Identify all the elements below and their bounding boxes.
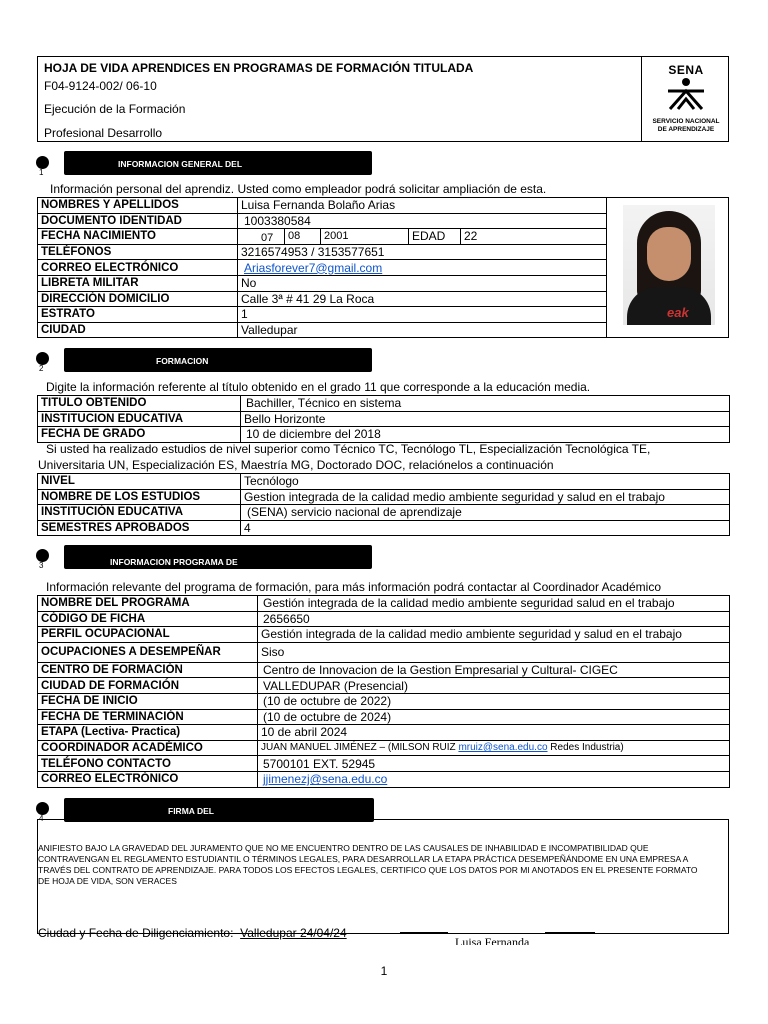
contact-email-label: CORREO ELECTRÓNICO [38, 771, 258, 787]
occupations-value: Siso [258, 642, 730, 662]
table-row [38, 291, 607, 307]
profile-value: Gestión integrada de la calidad medio ambiente seguridad y salud en el trabajo [258, 627, 730, 643]
birth-month: 08 [284, 229, 300, 244]
higher-education-table [37, 473, 730, 536]
table-row [38, 642, 730, 662]
contact-phone-label: TELÉFONO CONTACTO [38, 756, 258, 772]
stage-label: ETAPA (Lectiva- Practica) [38, 725, 258, 741]
table-row [38, 307, 607, 323]
section-3-title: INFORMACION PROGRAMA DE [110, 557, 238, 567]
name-value: Luisa Fernanda Bolaño Arias [238, 198, 607, 214]
section-2-number: 2 [39, 364, 44, 373]
title-obtained-label: TITULO OBTENIDO [38, 396, 241, 412]
institution-value: (SENA) servicio nacional de aprendizaje [241, 505, 730, 521]
semesters-value: 4 [241, 520, 730, 536]
document-value: 1003380584 [238, 213, 607, 229]
start-date-value: (10 de octubre de 2022) [258, 693, 730, 709]
training-center-value: Centro de Innovacion de la Gestion Empresarial y Cultural- CIGEC [258, 662, 730, 678]
school-value: Bello Horizonte [241, 411, 730, 427]
table-row [38, 725, 730, 741]
section-3-number: 3 [39, 561, 44, 570]
end-date-label: FECHA DE TERMINACIÓN [38, 709, 258, 725]
form-code: F04-9124-002/ 06-10 [44, 79, 157, 93]
logo-name: SENA [668, 63, 704, 77]
graduation-value: 10 de diciembre del 2018 [241, 427, 730, 443]
photo-face [647, 227, 691, 281]
address-value: Calle 3ª # 41 29 La Roca [238, 291, 607, 307]
table-row [38, 244, 607, 260]
table-row [38, 474, 730, 490]
section-1-number: 1 [39, 168, 44, 177]
table-row [38, 771, 730, 787]
institution-label: INSTITUCIÓN EDUCATIVA [38, 505, 241, 521]
coordinator-cell [258, 740, 730, 756]
table-row [38, 520, 730, 536]
stratum-value: 1 [238, 307, 607, 323]
table-row [38, 627, 730, 643]
program-table [37, 595, 730, 788]
address-label: DIRECCIÓN DOMICILIO [38, 291, 238, 307]
name-label: NOMBRES Y APELLIDOS [38, 198, 238, 214]
military-label: LIBRETA MILITAR [38, 275, 238, 291]
table-row [38, 693, 730, 709]
photo-frame [623, 205, 715, 325]
level-label: NIVEL [38, 474, 241, 490]
birthdate-label: FECHA NACIMIENTO [38, 229, 238, 245]
city-date-value: Valledupar 24/04/24 [240, 926, 347, 940]
studies-value: Gestion integrada de la calidad medio ambiente seguridad y salud en el trabajo [241, 489, 730, 505]
section-1-title: INFORMACION GENERAL DEL [118, 159, 243, 169]
profile-label: PERFIL OCUPACIONAL [38, 627, 258, 643]
section-2-marker [36, 352, 49, 373]
header-line-execution: Ejecución de la Formación [44, 102, 186, 116]
military-value: No [238, 275, 607, 291]
table-row [38, 505, 730, 521]
header-line-professional: Profesional Desarrollo [44, 126, 163, 140]
table-row [38, 198, 607, 214]
semesters-label: SEMESTRES APROBADOS [38, 520, 241, 536]
section-2-intro: Digite la información referente al título obtenido en el grado 11 que corresponde a la educación media. [46, 380, 591, 394]
section-3-marker [36, 549, 49, 570]
training-city-label: CIUDAD DE FORMACIÓN [38, 678, 258, 694]
photo-shirt [627, 287, 711, 325]
city-label: CIUDAD [38, 322, 238, 338]
coordinator-tail: Redes Industria) [547, 742, 624, 754]
table-row [38, 596, 730, 612]
signature-line-right [545, 932, 595, 933]
training-center-label: CENTRO DE FORMACIÓN [38, 662, 258, 678]
contact-phone-value: 5700101 EXT. 52945 [258, 756, 730, 772]
section-2-bar [64, 348, 372, 372]
table-row [38, 396, 730, 412]
sena-emblem-icon [666, 77, 706, 111]
section-2-intro-higher-1: Si usted ha realizado estudios de nivel superior como Técnico TC, Tecnólogo TL, Especialización Tecnológica TE, [46, 442, 651, 456]
birth-year: 2001 [320, 229, 348, 244]
header-divider [641, 57, 642, 141]
table-row [38, 489, 730, 505]
birth-day: 07 [261, 232, 274, 245]
table-row [38, 322, 607, 338]
table-row [38, 740, 730, 756]
signature-name: Luisa Fernanda [455, 935, 530, 945]
birthdate-cell [238, 229, 607, 245]
phones-label: TELÉFONOS [38, 244, 238, 260]
ficha-code-label: CÓDIGO DE FICHA [38, 611, 258, 627]
logo-subtitle-2: DE APRENDIZAJE [657, 126, 715, 133]
table-row [38, 229, 607, 245]
start-date-label: FECHA DE INICIO [38, 693, 258, 709]
sena-logo [644, 63, 728, 139]
city-value: Valledupar [238, 322, 607, 338]
stratum-label: ESTRATO [38, 307, 238, 323]
stage-value: 10 de abril 2024 [258, 725, 730, 741]
program-name-label: NOMBRE DEL PROGRAMA [38, 596, 258, 612]
document-title: HOJA DE VIDA APRENDICES EN PROGRAMAS DE FORMACIÓN TITULADA [44, 61, 474, 75]
section-4-marker [36, 802, 49, 823]
age-value: 22 [460, 229, 477, 244]
age-label: EDAD [408, 229, 445, 244]
studies-label: NOMBRE DE LOS ESTUDIOS [38, 489, 241, 505]
table-row [38, 411, 730, 427]
education-table [37, 395, 730, 443]
training-city-value: VALLEDUPAR (Presencial) [258, 678, 730, 694]
email-label: CORREO ELECTRÓNICO [38, 260, 238, 276]
photo-shirt-text: eak [667, 305, 689, 320]
city-date-line [38, 926, 347, 940]
section-4-number: 4 [39, 814, 44, 823]
program-name-value: Gestión integrada de la calidad medio ambiente seguridad salud en el trabajo [258, 596, 730, 612]
document-header [37, 56, 729, 142]
signature-line-left [400, 932, 448, 933]
graduation-label: FECHA DE GRADO [38, 427, 241, 443]
email-link[interactable]: Ariasforever7@gmail.com [244, 260, 383, 275]
contact-email-link[interactable]: jjimenezj@sena.edu.co [263, 772, 388, 787]
section-3-intro: Información relevante del programa de formación, para más información podrá contactar al Coordinador Académico [46, 580, 661, 594]
section-3-bar [64, 545, 372, 569]
coordinator-email-link[interactable]: mruiz@sena.edu.co [458, 742, 548, 754]
occupations-label: OCUPACIONES A DESEMPEÑAR [38, 642, 258, 662]
document-label: DOCUMENTO IDENTIDAD [38, 213, 238, 229]
table-row [38, 678, 730, 694]
table-row [38, 662, 730, 678]
coordinator-value: JUAN MANUEL JIMÉNEZ – (MILSON RUIZ [261, 742, 459, 754]
city-date-label: Ciudad y Fecha de Diligenciamiento: [38, 926, 234, 940]
table-row [38, 756, 730, 772]
section-2-title: FORMACION [156, 356, 209, 366]
section-2-intro-higher-2: Universitaria UN, Especialización ES, Maestría MG, Doctorado DOC, relaciónelos a continuación [38, 458, 554, 472]
coordinator-label: COORDINADOR ACADÉMICO [38, 740, 258, 756]
ficha-code-value: 2656650 [258, 611, 730, 627]
section-4-title: FIRMA DEL [168, 806, 214, 816]
table-row [38, 427, 730, 443]
end-date-value: (10 de octubre de 2024) [258, 709, 730, 725]
school-label: INSTITUCION EDUCATIVA [38, 411, 241, 427]
page-number: 1 [380, 964, 388, 978]
section-1-bar [64, 151, 372, 175]
table-row [38, 709, 730, 725]
logo-subtitle-1: SERVICIO NACIONAL [652, 118, 720, 125]
personal-info-table [37, 197, 607, 338]
applicant-photo [606, 197, 729, 338]
section-1-intro: Información personal del aprendiz. Usted como empleador podrá solicitar ampliación de esta. [50, 182, 547, 196]
table-row [38, 213, 607, 229]
table-row [38, 275, 607, 291]
title-obtained-value: Bachiller, Técnico en sistema [241, 396, 730, 412]
section-1-marker [36, 156, 49, 177]
table-row [38, 260, 607, 276]
phones-value: 3216574953 / 3153577651 [238, 244, 607, 260]
level-value: Tecnólogo [241, 474, 730, 490]
table-row [38, 611, 730, 627]
legal-declaration: ANIFIESTO BAJO LA GRAVEDAD DEL JURAMENTO QUE NO ME ENCUENTRO DENTRO DE LAS CAUSALES DE INHABILIDAD E INCOMPATIBILIDAD QUE CONTRAVENGAN EL REGLAMENTO ESTUDIANTIL O TÉRMINOS LEGALES, PARA DESARROLLAR LA ETAPA PRÁCTICA DESEMPEÑÁNDOME EN UNA EMPRESA A TRAVÉS DEL CONTRATO DE APRENDIZAJE. PARA TODOS LOS EFECTOS LEGALES, CERTIFICO QUE LOS DATOS POR MI ANOTADOS EN EL PRESENTE FORMATO DE HOJA DE VIDA, SON VERACES [38, 843, 698, 886]
